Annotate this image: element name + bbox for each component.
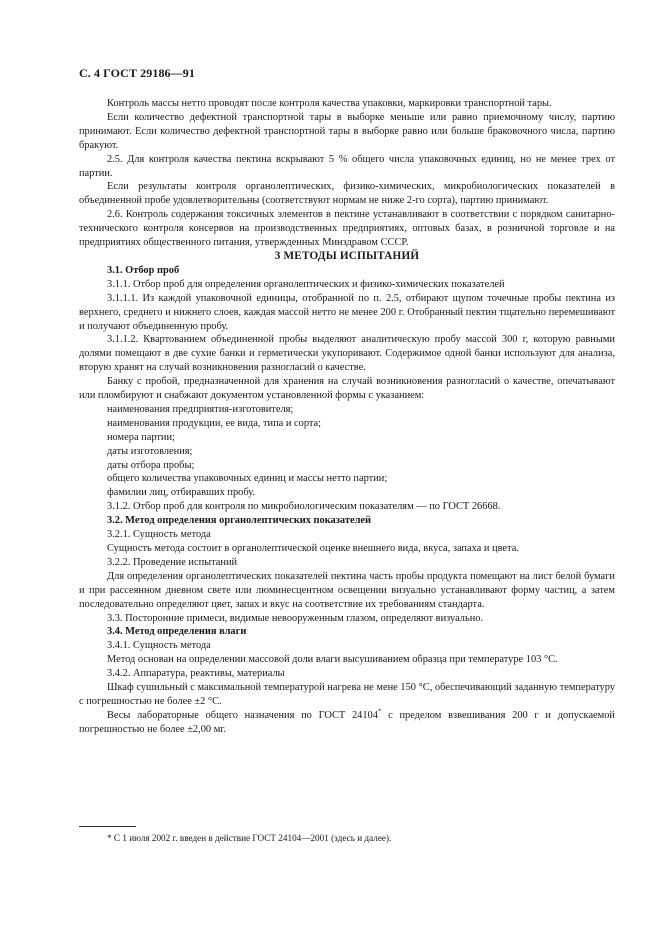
scales-text-b: с пределом взвешивания 200 г и допускаемой погрешностью не более ±2,00 мг. — [79, 709, 615, 735]
paragraph: Банку с пробой, предназначенной для хранения на случай возникновения разногласий о качестве, опечатывают или пломбируют и снабжают документом установленной формы с указанием: — [79, 376, 615, 402]
paragraph: 2.5. Для контроля качества пектина вскрывают 5 % общего числа упаковочных единиц, но не менее трех от партии. — [79, 153, 615, 179]
paragraph: 3.2.2. Проведение испытаний — [107, 556, 238, 568]
paragraph: 2.6. Контроль содержания токсичных элементов в пектине устанавливают в соответствии с порядком санитарно-технического контроля консервов на производственных предприятиях, оптовых базах, в розничной торговле и на предприятиях общественного питания, утвержденных Минздравом СССР. — [79, 209, 615, 249]
paragraph: Для определения органолептических показателей пектина часть пробы продукта помещают на лист белой бумаги и при рассеянном дневном свете или люминесцентном освещении визуально устанавливают форму частиц, а затем последовательно определяют цвет, запах и вкус на соответствие их требованиям стандарта. — [79, 570, 615, 610]
paragraph: Шкаф сушильный с максимальной температурой нагрева не мене 150 °С, обеспечивающий заданную температуру с погрешностью не более ±2 °С. — [79, 682, 615, 707]
page-header: С. 4 ГОСТ 29186—91 — [79, 66, 195, 80]
document-body — [79, 97, 615, 737]
paragraph: Метод основан на определении массовой доли влаги высушиванием образца при температуре 103 °С. — [107, 654, 558, 666]
paragraph: 3.1.2. Отбор проб для контроля по микробиологическим показателям — по ГОСТ 26668. — [107, 501, 501, 513]
list-item: общего количества упаковочных единиц и массы нетто партии; — [107, 473, 388, 485]
paragraph: Контроль массы нетто проводят после контроля качества упаковки, маркировки транспортной тары. — [107, 98, 552, 109]
paragraph — [79, 709, 615, 737]
paragraph: Если количество дефектной транспортной тары в выборке меньше или равно приемочному числу, партию принимают. Если количество дефектной транспортной тары в выборке равно или больше браковочного числа, партию бракуют. — [79, 111, 615, 151]
paragraph: 3.2.1. Сущность метода — [107, 529, 211, 541]
list-item: фамилии лиц, отбиравших пробу. — [107, 487, 255, 499]
subsection-heading: 3.2. Метод определения органолептических показателей — [107, 515, 372, 527]
footnote: * С 1 июля 2002 г. введен в действие ГОСТ 24104—2001 (здесь и далее). — [107, 833, 392, 843]
paragraph: 3.4.2. Аппаратура, реактивы, материалы — [107, 668, 285, 680]
section-title: 3 МЕТОДЫ ИСПЫТАНИЙ — [274, 249, 420, 262]
paragraph: 3.3. Посторонние примеси, видимые невооруженным глазом, определяют визуально. — [107, 612, 484, 624]
subsection-heading: 3.1. Отбор проб — [107, 264, 180, 276]
list-item: даты изготовления; — [107, 445, 193, 457]
paragraph: 3.4.1. Сущность метода — [107, 640, 211, 652]
list-item: наименования продукции, ее вида, типа и сорта; — [107, 417, 322, 429]
footnote-divider — [79, 826, 136, 827]
list-item: номера партии; — [107, 431, 175, 443]
paragraph: 3.1.1.2. Квартованием объединенной пробы выделяют аналитическую пробу массой 300 г, которую равными долями помещают в две сухие банки и герметически укупоривают. Содержимое одной банки используют для анализа, вторую хранят на случай возникновения разногласий о качестве. — [79, 334, 615, 374]
paragraph: 3.1.1.1. Из каждой упаковочной единицы, отобранной по п. 2.5, отбирают щупом точечные пробы пектина из верхнего, среднего и нижнего слоев, каждая массой нетто не менее 200 г. Отобранный пектин тщательно перемешивают и получают объединенную пробу. — [79, 292, 615, 332]
list-item: даты отбора пробы; — [107, 459, 195, 471]
paragraph: Если результаты контроля органолептических, физико-химических, микробиологических показателей в объединенной пробе удовлетворительны (соответствуют нормам не ниже 2-го сорта), партию принимают. — [79, 181, 615, 207]
list-item: наименования предприятия-изготовителя; — [107, 403, 294, 415]
paragraph: 3.1.1. Отбор проб для определения органолептических и физико-химических показателей — [107, 278, 505, 290]
subsection-heading: 3.4. Метод определения влаги — [107, 626, 247, 638]
paragraph: Сущность метода состоит в органолептической оценке внешнего вида, вкуса, запаха и цвета. — [107, 543, 519, 554]
scales-text-a: Весы лабораторные общего назначения по ГОСТ 24104 — [107, 709, 378, 721]
footnote-marker: * — [377, 707, 382, 716]
